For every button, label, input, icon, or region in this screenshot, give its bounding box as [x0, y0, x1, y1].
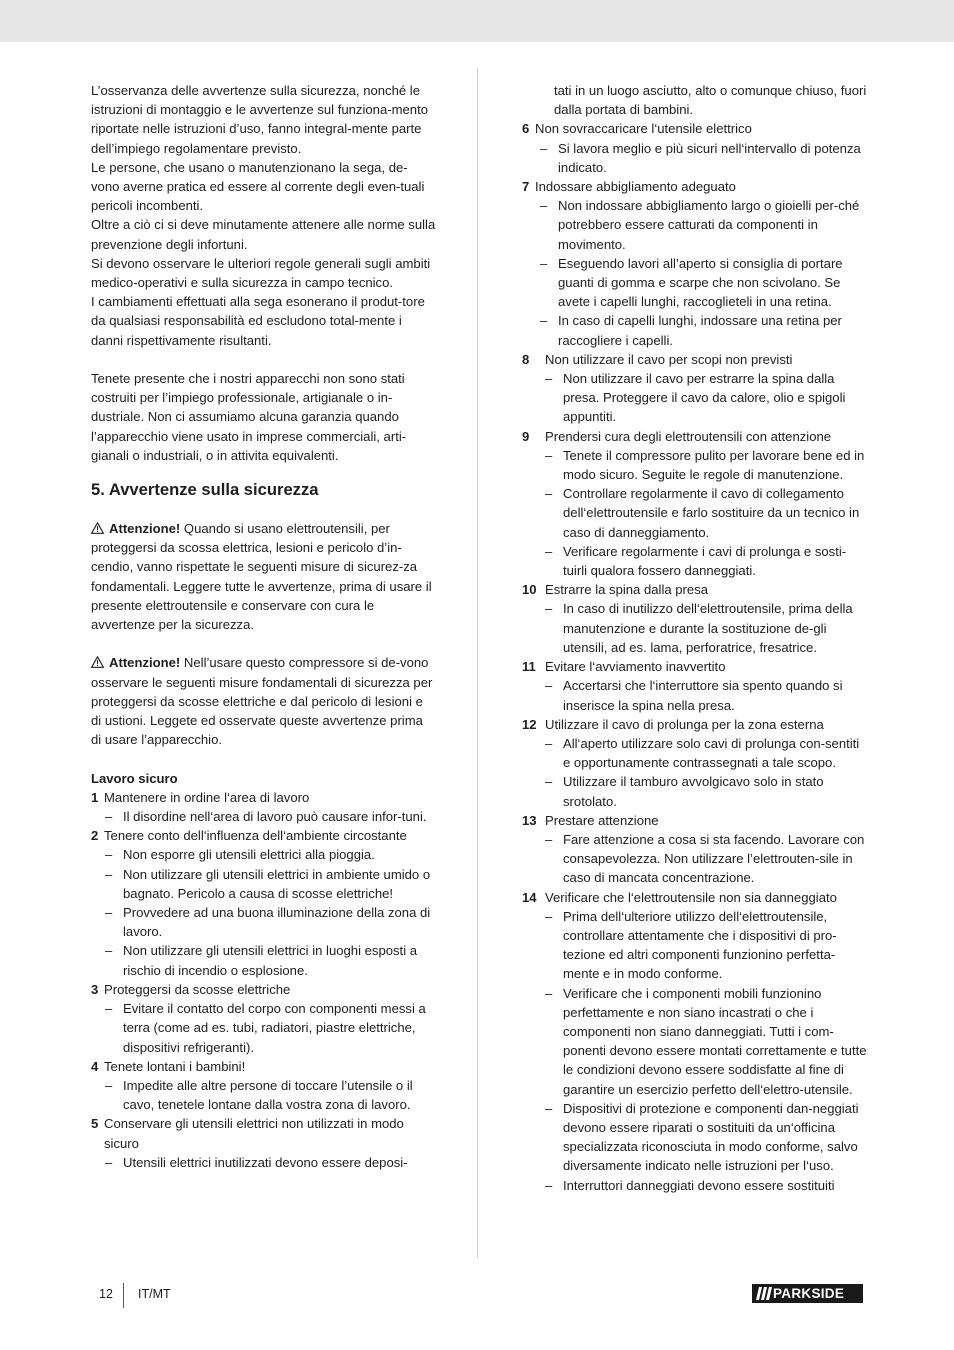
item-title: Verificare che l‘elettroutensile non sia danneggiato	[545, 889, 837, 905]
item-title: Proteggersi da scosse elettriche	[104, 981, 291, 997]
warning-triangle-icon	[91, 656, 104, 668]
dash: –	[545, 831, 553, 847]
item-number: 8	[522, 351, 530, 367]
item-title: Non sovraccaricare l‘utensile elettrico	[535, 121, 752, 137]
sub-item: Evitare il contatto del corpo con componenti messi a terra (come ad es. tubi, radiatori, piastre elettriche, dispositivi refrigeranti).	[123, 1001, 426, 1055]
page-number: 12	[99, 1287, 113, 1301]
sub-item: Utensili elettrici inutilizzati devono essere deposi-	[123, 1154, 408, 1170]
list-item-6	[522, 119, 867, 177]
parkside-logo	[752, 1284, 863, 1303]
list-item-4	[91, 1057, 436, 1115]
item-number: 7	[522, 179, 530, 195]
list-item-12	[522, 715, 867, 811]
warning-label-2: Attenzione!	[109, 655, 181, 671]
warning-triangle-icon	[91, 522, 104, 534]
item-number: 3	[91, 981, 99, 997]
dash: –	[545, 1177, 553, 1193]
item-number: 10	[522, 582, 537, 598]
section-heading: 5. Avvertenze sulla sicurezza	[91, 480, 319, 500]
item-number: 13	[522, 812, 537, 828]
sub-item: Verificare che i componenti mobili funzionino perfettamente e non siano incastrati o che i componenti non siano danneggiati. Tutti i com-ponenti devono essere montati correttamente e tutte le condizioni devono essere soddisfatte al fine di garantire un esercizio perfetto dell‘elettro-utensile.	[563, 985, 867, 1097]
list-item-14	[522, 888, 867, 1195]
sub-item: Si lavora meglio e più sicuri nell‘intervallo di potenza indicato.	[558, 140, 861, 175]
item-number: 11	[522, 659, 536, 675]
sub-item: Verificare regolarmente i cavi di prolunga e sosti-tuirli qualora fossero danneggiati.	[563, 543, 847, 579]
dash: –	[540, 140, 548, 156]
intro-paragraph-1: L’osservanza delle avvertenze sulla sicurezza, nonché le istruzioni di montaggio e le avvertenze sul funziona-mento riportate nelle istruzioni d’uso, fanno integral-mente parte dell’impiego regolamentare previsto.	[91, 83, 428, 156]
column-divider	[477, 68, 478, 1258]
item-title: Prendersi cura degli elettroutensili con attenzione	[545, 428, 832, 444]
list-item-9	[522, 427, 867, 581]
item-number: 12	[522, 716, 537, 732]
footer-separator	[123, 1283, 124, 1308]
list-item-13	[522, 811, 867, 888]
dash: –	[105, 809, 113, 825]
dash: –	[105, 866, 113, 882]
warning-label-1: Attenzione!	[109, 521, 181, 537]
sub-item: Non utilizzare il cavo per estrarre la spina dalla presa. Proteggere il cavo da calore, olio e spigoli appuntiti.	[563, 371, 846, 425]
sub-item: Tenete il compressore pulito per lavorare bene ed in modo sicuro. Seguite le regole di manutenzione.	[563, 447, 865, 483]
dash: –	[105, 943, 113, 959]
dash: –	[105, 905, 113, 921]
dash: –	[545, 543, 553, 559]
sub-item: Controllare regolarmente il cavo di collegamento dell‘elettroutensile e farlo sostituire da un tecnico in caso di danneggiamento.	[563, 486, 860, 540]
intro-paragraph-3: Oltre a ciò ci si deve minutamente attenere alle norme sulla prevenzione degli infortuni.	[91, 217, 436, 252]
list-item-5	[91, 1114, 436, 1172]
list-item-10	[522, 580, 867, 657]
sub-item: Utilizzare il tamburo avvolgicavo solo in stato srotolato.	[563, 774, 824, 809]
left-column	[91, 81, 436, 1172]
dash: –	[540, 255, 548, 271]
dash: –	[105, 1154, 113, 1170]
list-item-1	[91, 788, 436, 826]
dash: –	[545, 735, 553, 751]
sub-item: Non utilizzare gli utensili elettrici in luoghi esposti a rischio di incendio o esplosione.	[123, 943, 418, 978]
dash: –	[545, 371, 553, 387]
sub-item: In caso di capelli lunghi, indossare una retina per raccogliere i capelli.	[558, 313, 842, 348]
item-number: 5	[91, 1116, 99, 1132]
item-title: Prestare attenzione	[545, 812, 659, 828]
sub-item: Interruttori danneggiati devono essere sostituiti	[563, 1177, 835, 1193]
sub-item: Accertarsi che l‘interruttore sia spento quando si inserisce la spina nella presa.	[563, 678, 843, 713]
dash: –	[545, 908, 553, 924]
subsection-heading: Lavoro sicuro	[91, 770, 178, 786]
list-item-8	[522, 350, 867, 427]
sub-item: Non esporre gli utensili elettrici alla pioggia.	[123, 847, 375, 863]
dash: –	[545, 774, 553, 790]
item-title: Tenete lontani i bambini!	[104, 1058, 246, 1074]
sub-item: Fare attenzione a cosa si sta facendo. Lavorare con consapevolezza. Non utilizzare l’elettrouten-sile in caso di mancata concentrazione.	[563, 831, 865, 886]
dash: –	[540, 198, 548, 214]
dash: –	[545, 678, 553, 694]
sub-item: Il disordine nell‘area di lavoro può causare infor-tuni.	[123, 809, 427, 825]
sub-item: Dispositivi di protezione e componenti dan-neggiati devono essere riparati o sostituiti da un‘officina specializzata riconosciuta in modo conforme, salvo diversamente indicato nelle istruzioni per l‘uso.	[563, 1100, 859, 1174]
list-item-11	[522, 657, 867, 715]
sub-item: Provvedere ad una buona illuminazione della zona di lavoro.	[123, 905, 431, 940]
item-title: Conservare gli utensili elettrici non utilizzati in modo sicuro	[104, 1116, 404, 1151]
intro-paragraph-5: I cambiamenti effettuati alla sega esonerano il produt-tore da qualsiasi responsabilità ed escludono total-mente i danni rispettivamente risultanti.	[91, 294, 425, 348]
item-title: Non utilizzare il cavo per scopi non previsti	[545, 351, 793, 367]
sub-item: Non indossare abbigliamento largo o gioielli per-ché potrebbero essere catturati da componenti in movimento.	[558, 198, 860, 252]
intro-paragraph-4: Si devono osservare le ulteriori regole generali sugli ambiti medico-operativi e sulla sicurezza in campo tecnico.	[91, 255, 431, 291]
warning-text-1: Quando si usano elettroutensili, per proteggersi da scossa elettrica, lesioni e pericolo d’in-cendio, vanno rispettate le seguenti misure di sicurez-za fondamentali. Leggere tutte le avvertenze, prima di usare il presente elettroutensile e conservare con cura le avvertenze per la sicurezza.	[91, 521, 432, 633]
sub-item: All‘aperto utilizzare solo cavi di prolunga con-sentiti e opportunamente contrassegnati a tale scopo.	[563, 735, 860, 771]
item-number: 4	[91, 1058, 99, 1074]
continuation-text: tati in un luogo asciutto, alto o comunque chiuso, fuori dalla portata di bambini.	[554, 83, 867, 118]
dash: –	[105, 1001, 113, 1017]
top-bar	[0, 0, 954, 42]
list-item-7	[522, 177, 867, 350]
brand-name: PARKSIDE	[773, 1286, 845, 1301]
sub-item: Impedite alle altre persone di toccare l’utensile o il cavo, tenetele lontane dalla vostra zona di lavoro.	[123, 1077, 413, 1113]
dash: –	[545, 985, 553, 1001]
item-title: Evitare l‘avviamento inavvertito	[545, 659, 726, 675]
sub-item: Prima dell‘ulteriore utilizzo dell‘elettroutensile, controllare attentamente che i dispositivi di pro-tezione ed altri componenti funzionino perfetta-mente e in modo conforme.	[563, 908, 837, 982]
dash: –	[545, 447, 553, 463]
item-number: 2	[91, 828, 99, 844]
list-item-2	[91, 826, 436, 980]
item-number: 1	[91, 789, 99, 805]
warning-paragraph-2	[91, 653, 436, 749]
sub-item: In caso di inutilizzo dell‘elettroutensile, prima della manutenzione e durante la sostituzione de-gli utensili, ad es. lama, perforatrice, fresatrice.	[563, 601, 853, 655]
right-column	[522, 81, 867, 1195]
warning-paragraph-1	[91, 519, 436, 634]
intro-paragraph-2: Le persone, che usano o manutenzionano la sega, de-vono averne pratica ed essere al corrente degli even-tuali pericoli incombenti.	[91, 159, 425, 214]
item-number: 6	[522, 121, 530, 137]
item-title: Utilizzare il cavo di prolunga per la zona esterna	[545, 716, 824, 732]
warning-text-2: Nell’usare questo compressore si de-vono osservare le seguenti misure fondamentali di sicurezza per proteggersi da scosse elettriche e dal pericolo di lesioni e di ustioni. Leggete ed osservate queste avvertenze prima di usare l’apparecchio.	[91, 655, 433, 748]
item-number: 14	[522, 889, 537, 905]
logo-stripes-icon	[756, 1287, 772, 1300]
dash: –	[105, 847, 113, 863]
sub-item: Eseguendo lavori all’aperto si consiglia di portare guanti di gomma e scarpe che non scivolano. Se avete i capelli lunghi, raccoglieteli in una retina.	[558, 255, 843, 310]
item-number: 9	[522, 428, 530, 444]
dash: –	[545, 486, 553, 502]
dash: –	[545, 601, 553, 617]
dash: –	[105, 1077, 113, 1093]
professional-use-paragraph: Tenete presente che i nostri apparecchi non sono stati costruiti per l’impiego professionale, artigianale o in-dustriale. Non ci assumiamo alcuna garanzia quando l’apparecchio viene usato in imprese commerciali, arti-gianali o industriali, o in attivita equivalenti.	[91, 371, 407, 463]
language-code: IT/MT	[138, 1287, 171, 1301]
dash: –	[545, 1100, 553, 1116]
list-item-3	[91, 980, 436, 1057]
item-title: Estrarre la spina dalla presa	[545, 582, 709, 598]
dash: –	[540, 313, 548, 329]
item-title: Mantenere in ordine l‘area di lavoro	[104, 789, 310, 805]
item-title: Indossare abbigliamento adeguato	[535, 179, 736, 195]
item-title: Tenere conto dell‘influenza dell‘ambiente circostante	[104, 828, 407, 844]
sub-item: Non utilizzare gli utensili elettrici in ambiente umido o bagnato. Pericolo a causa di scosse elettriche!	[123, 866, 431, 901]
